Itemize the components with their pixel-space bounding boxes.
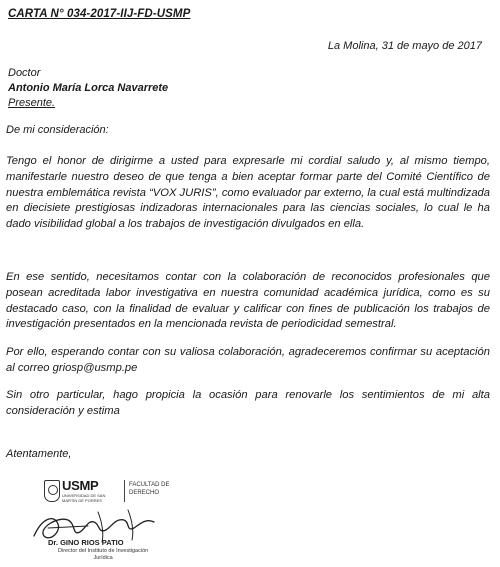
paragraph-farewell: Sin otro particular, hago propicia la ocasión para renovarle los sentimientos de mi alta consideración y estima xyxy=(6,389,490,417)
faculty-label xyxy=(129,481,169,497)
signatory-role-line-1: Director del Instituto de Investigación xyxy=(58,548,149,554)
faculty-line-1: FACULTAD DE xyxy=(129,482,170,488)
recipient-block xyxy=(8,66,168,111)
greeting: De mi consideración: xyxy=(6,124,109,136)
recipient-presente: Presente. xyxy=(8,97,56,109)
paragraph-intro: Tengo el honor de dirigirme a usted para expresarle mi cordial saludo y, al mismo tiempo, manifestarle nuestro deseo de que tenga a bien aceptar formar parte del Comité Científico de nuestra emblemática revista “VOX JURIS”, como evaluador par externo, la cual está multindizada en diecisiete prestigiosas indizadoras internacionales para las ciencias sociales, lo cual le ha dado visibilidad global a los trabajos de investigación divulgados en ella. xyxy=(6,155,490,231)
recipient-name: Antonio María Lorca Navarrete xyxy=(8,82,169,94)
logo-text: USMP xyxy=(62,478,99,493)
paragraph-confirm: Por ello, esperando contar con su valiosa colaboración, agradeceremos confirmar su aceptación al correo griosp@usmp.pe xyxy=(6,346,490,374)
closing: Atentamente, xyxy=(6,448,72,460)
signatory-name: Dr. GINO RIOS PATIO xyxy=(48,538,124,547)
paragraph-request: En ese sentido, necesitamos contar con la colaboración de reconocidos profesionales que posean acreditada labor investigativa en nuestra comunidad académica jurídica, como es su destacado caso, con la finalidad de evaluar y calificar con fines de publicación los trabajos de investigación presentados en la mencionada revista de periodicidad semestral. xyxy=(6,271,490,331)
place-date: La Molina, 31 de mayo de 2017 xyxy=(327,40,482,52)
university-subtitle: UNIVERSIDAD DE SAN MARTIN DE PORRES xyxy=(62,493,106,503)
recipient-title: Doctor xyxy=(8,67,41,79)
signatory-role-line-2: Jurídica xyxy=(93,554,113,561)
signatory-role xyxy=(58,548,148,561)
faculty-line-2: DERECHO xyxy=(129,490,160,496)
letter-reference: CARTA N° 034-2017-IIJ-FD-USMP xyxy=(8,8,191,20)
